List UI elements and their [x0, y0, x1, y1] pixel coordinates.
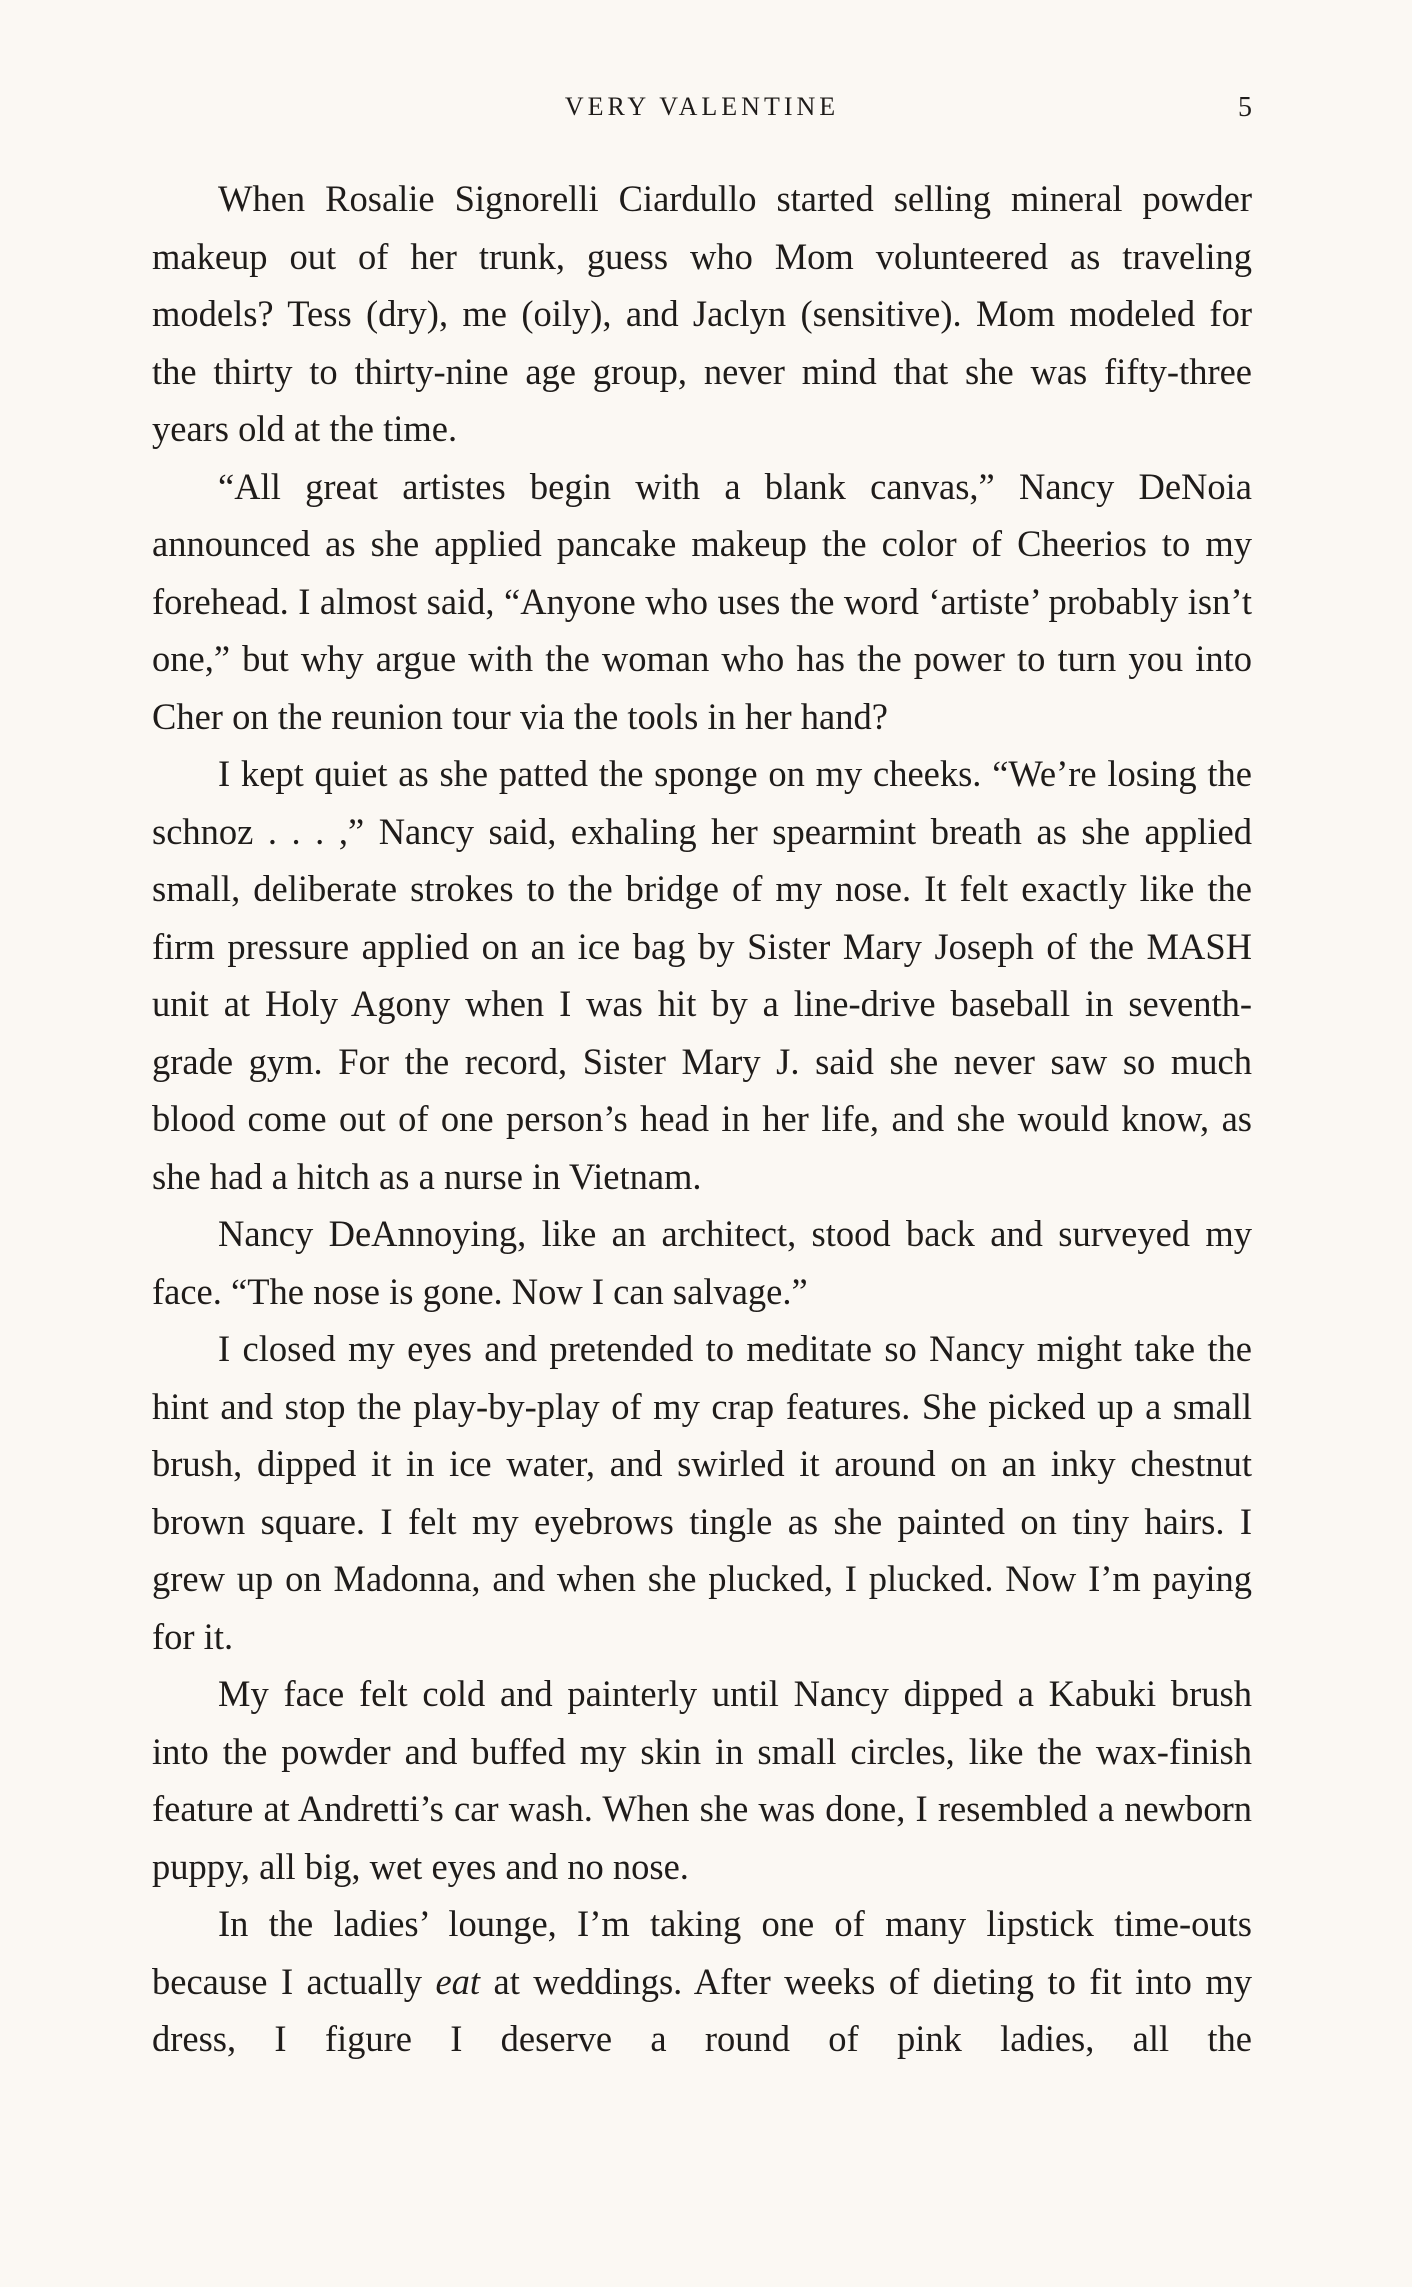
page-number: 5 — [1238, 92, 1252, 123]
paragraph-7-emphasis: eat — [435, 1960, 481, 2002]
paragraph-4: Nancy DeAnnoying, like an architect, stood back and surveyed my face. “The nose is gone. Now I can salvage.” — [152, 1213, 1252, 1312]
paragraph-7 — [152, 1895, 1252, 2068]
paragraph-7-text-start: In the ladies’ lounge, I’m taking one of many lipstick time-outs because I actually — [152, 1903, 1252, 2002]
paragraph-6: My face felt cold and painterly until Nancy dipped a Kabuki brush into the powder and buffed my skin in small circles, like the wax-finish feature at Andretti’s car wash. When she was done, I resembled a newborn puppy, all big, wet eyes and no nose. — [152, 1673, 1252, 1887]
running-title: VERY VALENTINE — [564, 92, 840, 121]
running-head — [152, 92, 1252, 132]
paragraph-2: “All great artistes begin with a blank canvas,” Nancy DeNoia announced as she applied pancake makeup the color of Cheerios to my forehead. I almost said, “Anyone who uses the word ‘artiste’ probably isn’t one,” but why argue with the woman who has the power to turn you into Cher on the reunion tour via the tools in her hand? — [152, 465, 1252, 737]
body-text — [152, 170, 1252, 2068]
paragraph-5: I closed my eyes and pretended to meditate so Nancy might take the hint and stop the play-by-play of my crap features. She picked up a small brush, dipped it in ice water, and swirled it around on an inky chestnut brown square. I felt my eyebrows tingle as she painted on tiny hairs. I grew up on Madonna, and when she plucked, I plucked. Now I’m paying for it. — [152, 1328, 1252, 1657]
paragraph-1: When Rosalie Signorelli Ciardullo started selling mineral powder makeup out of her trunk, guess who Mom volunteered as traveling models? Tess (dry), me (oily), and Jaclyn (sensitive). Mom modeled for the thirty to thirty-nine age group, never mind that she was fifty-three years old at the time. — [152, 178, 1252, 449]
paragraph-3: I kept quiet as she patted the sponge on my cheeks. “We’re losing the schnoz . . . ,” Nancy said, exhaling her spearmint breath as she applied small, deliberate strokes to the bridge of my nose. It felt exactly like the firm pressure applied on an ice bag by Sister Mary Joseph of the MASH unit at Holy Agony when I was hit by a line-drive baseball in seventh-grade gym. For the record, Sister Mary J. said she never saw so much blood come out of one person’s head in her life, and she would know, as she had a hitch as a nurse in Vietnam. — [152, 753, 1252, 1197]
paragraph-7-text-end: at weddings. After weeks of dieting to fit into my dress, I figure I deserve a round of pink ladies, all the — [152, 1960, 1253, 2059]
